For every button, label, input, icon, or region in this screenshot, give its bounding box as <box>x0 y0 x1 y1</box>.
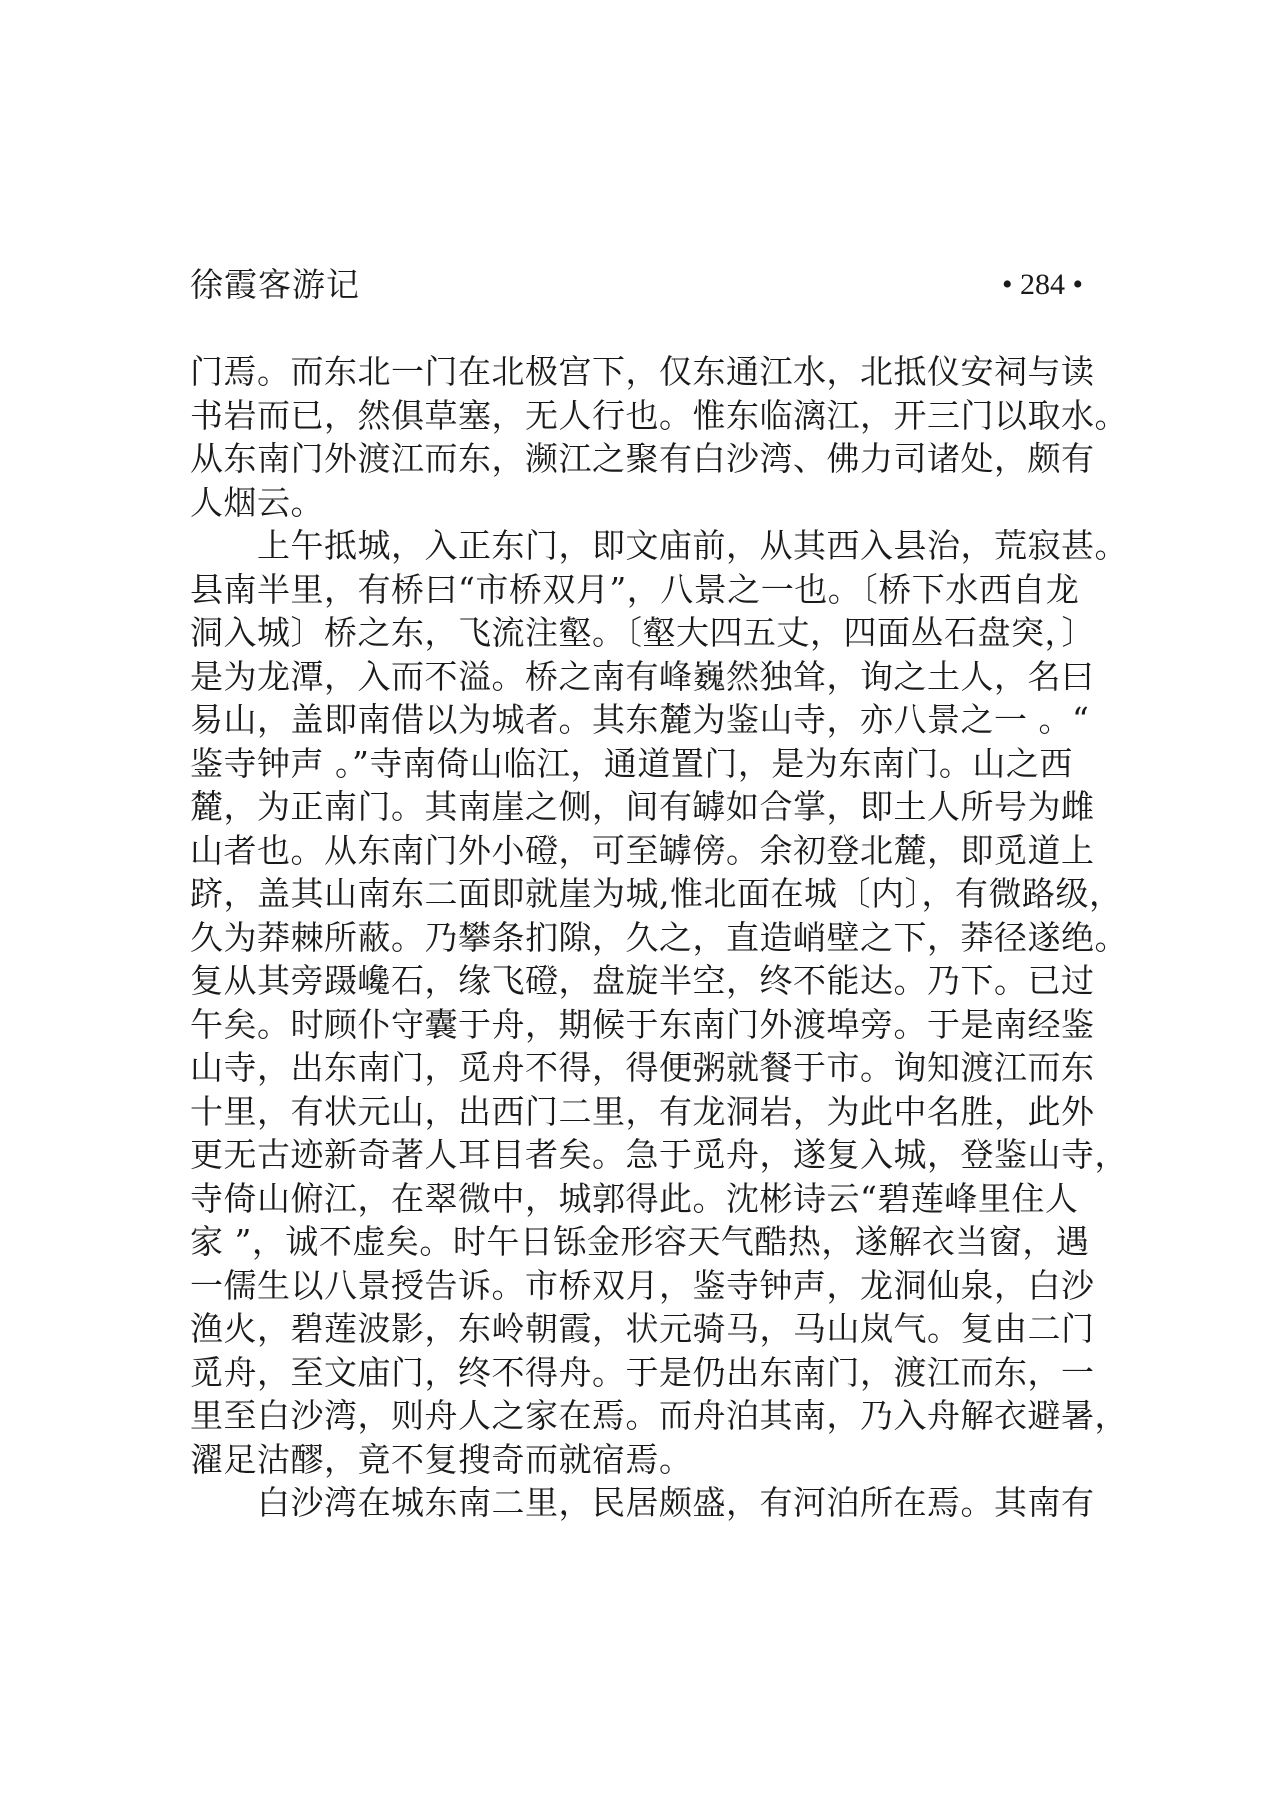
text-line: 山者也。从东南门外小磴，可至罅傍。余初登北麓，即觅道上 <box>190 830 1095 870</box>
text-line: 十里，有状元山，出西门二里，有龙洞岩，为此中名胜，此外 <box>190 1091 1095 1131</box>
text-line: 里至白沙湾，则舟人之家在焉。而舟泊其南，乃入舟解衣避暑， <box>190 1396 1128 1435</box>
text-line: 濯足沽醪，竟不复搜奇而就宿焉。 <box>190 1439 693 1479</box>
page-header <box>190 262 1083 308</box>
body-text <box>190 350 1128 1525</box>
text-line: 鉴寺钟声 。”寺南倚山临江，通道置门，是为东南门。山之西 <box>190 743 1073 783</box>
text-line: 易山，盖即南借以为城者。其东麓为鉴山寺，亦八景之一 。“ <box>190 700 1090 739</box>
text-line: 麓，为正南门。其南崖之侧，间有罅如合掌，即土人所号为雌 <box>190 787 1095 826</box>
page-number: • 284 • <box>1001 268 1083 301</box>
text-line: 渔火，碧莲波影，东岭朝霞，状元骑马，马山岚气。复由二门 <box>190 1309 1095 1348</box>
text-line: 县南半里，有桥曰“市桥双月”，八景之一也。〔桥下水西自龙 <box>190 569 1080 609</box>
text-line: 一儒生以八景授告诉。市桥双月，鉴寺钟声，龙洞仙泉，白沙 <box>190 1265 1095 1305</box>
text-line: 寺倚山俯江，在翠微中，城郭得此。沈彬诗云“碧莲峰里住人 <box>190 1178 1079 1218</box>
text-line: 从东南门外渡江而东，濒江之聚有白沙湾、佛力司诸处，颇有 <box>190 439 1095 478</box>
text-line: 久为莽棘所蔽。乃攀条扪隙，久之，直造峭壁之下，莽径遂绝。 <box>190 917 1128 957</box>
text-line: 人烟云。 <box>190 482 324 522</box>
text-line: 书岩而已，然俱草塞，无人行也。惟东临漓江，开三门以取水。 <box>190 395 1128 435</box>
text-line: 觅舟，至文庙门，终不得舟。于是仍出东南门，渡江而东，一 <box>190 1352 1095 1392</box>
text-line: 白沙湾在城东南二里，民居颇盛，有河泊所在焉。其南有 <box>257 1483 1095 1522</box>
text-line: 跻，盖其山南东二面即就崖为城,惟北面在城〔内〕，有微路级， <box>190 874 1123 913</box>
text-line: 洞入城〕桥之东，飞流注壑。〔壑大四五丈，四面丛石盘突，〕 <box>190 613 1095 652</box>
text-line: 山寺，出东南门，觅舟不得，得便粥就餐于市。询知渡江而东 <box>190 1048 1095 1087</box>
text-line: 是为龙潭，入而不溢。桥之南有峰巍然独耸，询之土人，名曰 <box>190 656 1095 696</box>
text-line: 家 ”，诚不虚矣。时午日铄金形容天气酷热，遂解衣当窗，遇 <box>190 1222 1090 1261</box>
text-line: 门焉。而东北一门在北极宫下，仅东通江水，北抵仪安祠与读 <box>190 352 1095 391</box>
text-line: 更无古迹新奇著人耳目者矣。急于觅舟，遂复入城，登鉴山寺， <box>190 1135 1128 1174</box>
text-line: 上午抵城，入正东门，即文庙前，从其西入县治，荒寂甚。 <box>257 526 1128 565</box>
text-line: 复从其旁蹑巉石，缘飞磴，盘旋半空，终不能达。乃下。已过 <box>190 961 1095 1000</box>
book-title: 徐霞客游记 <box>190 265 360 304</box>
text-line: 午矣。时顾仆守囊于舟，期候于东南门外渡埠旁。于是南经鉴 <box>190 1004 1095 1044</box>
